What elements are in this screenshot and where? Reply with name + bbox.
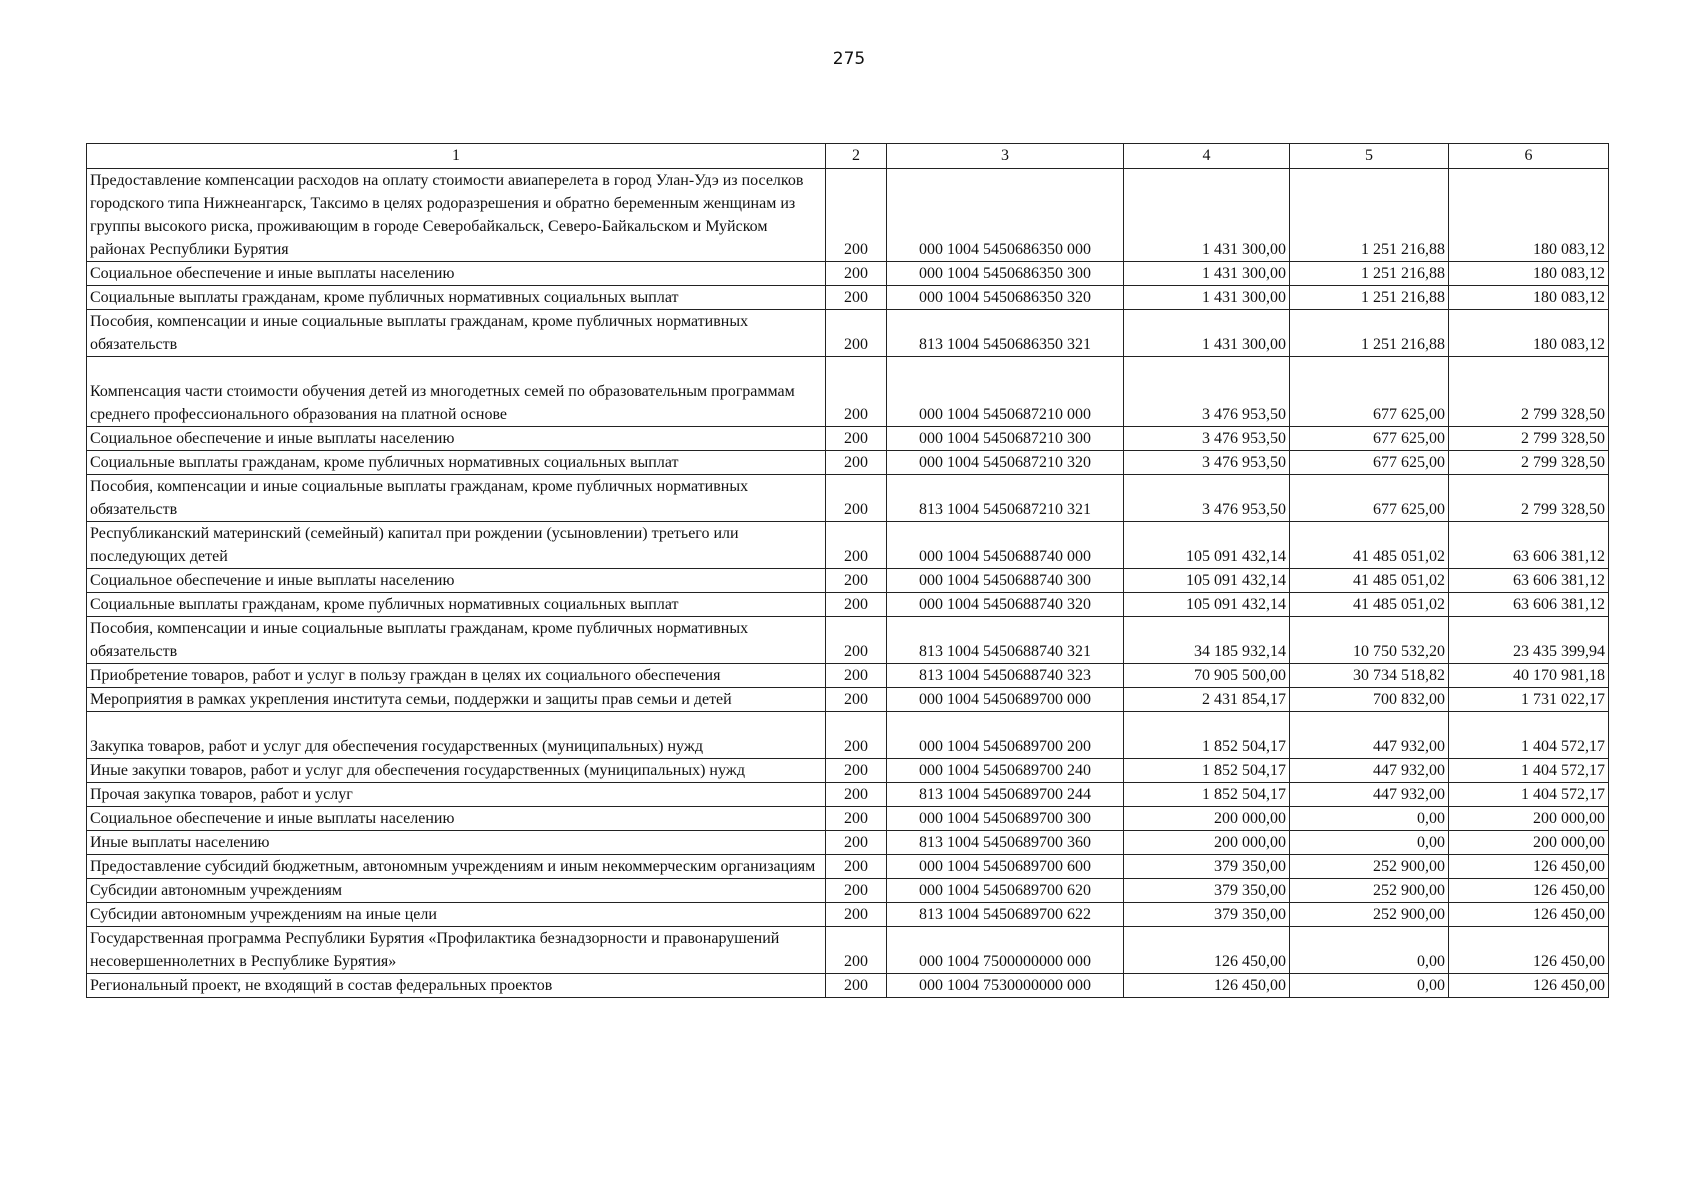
row-col2-cell: 200 [826, 831, 887, 855]
row-name-cell: Приобретение товаров, работ и услуг в пользу граждан в целях их социального обеспечения [87, 664, 826, 688]
row-col6-value: 63 606 381,12 [1449, 522, 1609, 569]
row-col5-value: 447 932,00 [1290, 783, 1449, 807]
row-col6-value: 2 799 328,50 [1449, 451, 1609, 475]
table-row [87, 664, 1609, 688]
row-col6-value: 40 170 981,18 [1449, 664, 1609, 688]
row-col2-cell: 200 [826, 688, 887, 712]
row-code-cell: 813 1004 5450687210 321 [887, 475, 1124, 522]
row-col6-value: 63 606 381,12 [1449, 593, 1609, 617]
row-name-cell: Государственная программа Республики Бурятия «Профилактика безнадзорности и правонарушений несовершеннолетних в Республике Бурятия» [87, 927, 826, 974]
row-col6-value: 1 731 022,17 [1449, 688, 1609, 712]
row-col4-value: 1 431 300,00 [1124, 169, 1290, 262]
row-code-cell: 000 1004 5450689700 200 [887, 712, 1124, 759]
row-col2-cell: 200 [826, 807, 887, 831]
row-name-cell: Компенсация части стоимости обучения детей из многодетных семей по образовательным программам среднего профессионального образования на платной основе [87, 357, 826, 427]
row-name-cell: Социальное обеспечение и иные выплаты населению [87, 807, 826, 831]
row-code-cell: 000 1004 5450689700 600 [887, 855, 1124, 879]
row-col6-value: 126 450,00 [1449, 855, 1609, 879]
row-code-cell: 000 1004 5450686350 000 [887, 169, 1124, 262]
row-col4-value: 1 431 300,00 [1124, 310, 1290, 357]
row-col4-value: 105 091 432,14 [1124, 569, 1290, 593]
row-name-cell: Пособия, компенсации и иные социальные выплаты гражданам, кроме публичных нормативных обязательств [87, 310, 826, 357]
row-col5-value: 677 625,00 [1290, 475, 1449, 522]
row-col5-value: 447 932,00 [1290, 712, 1449, 759]
row-col2-cell: 200 [826, 783, 887, 807]
row-name-cell: Предоставление субсидий бюджетным, автономным учреждениям и иным некоммерческим организациям [87, 855, 826, 879]
row-col5-value: 0,00 [1290, 807, 1449, 831]
row-col6-value: 1 404 572,17 [1449, 783, 1609, 807]
row-col2-cell: 200 [826, 357, 887, 427]
row-col6-value: 2 799 328,50 [1449, 427, 1609, 451]
row-col2-cell: 200 [826, 974, 887, 998]
row-col2-cell: 200 [826, 451, 887, 475]
row-col4-value: 2 431 854,17 [1124, 688, 1290, 712]
row-code-cell: 000 1004 7500000000 000 [887, 927, 1124, 974]
row-col5-value: 677 625,00 [1290, 427, 1449, 451]
row-col2-cell: 200 [826, 855, 887, 879]
table-row [87, 262, 1609, 286]
row-col5-value: 700 832,00 [1290, 688, 1449, 712]
row-code-cell: 813 1004 5450688740 321 [887, 617, 1124, 664]
row-name-cell: Пособия, компенсации и иные социальные выплаты гражданам, кроме публичных нормативных обязательств [87, 617, 826, 664]
row-col4-value: 379 350,00 [1124, 879, 1290, 903]
row-col4-value: 3 476 953,50 [1124, 357, 1290, 427]
table-row [87, 855, 1609, 879]
row-col6-value: 126 450,00 [1449, 927, 1609, 974]
row-name-cell: Субсидии автономным учреждениям [87, 879, 826, 903]
row-col6-value: 126 450,00 [1449, 903, 1609, 927]
table-row [87, 522, 1609, 569]
table-row [87, 451, 1609, 475]
row-col4-value: 70 905 500,00 [1124, 664, 1290, 688]
row-code-cell: 813 1004 5450686350 321 [887, 310, 1124, 357]
row-code-cell: 000 1004 5450687210 000 [887, 357, 1124, 427]
column-header-6: 6 [1449, 144, 1609, 169]
table-row [87, 169, 1609, 262]
row-col4-value: 1 431 300,00 [1124, 262, 1290, 286]
table-row [87, 593, 1609, 617]
table-row [87, 879, 1609, 903]
row-name-cell: Закупка товаров, работ и услуг для обеспечения государственных (муниципальных) нужд [87, 712, 826, 759]
row-name-cell: Социальное обеспечение и иные выплаты населению [87, 427, 826, 451]
row-col6-value: 180 083,12 [1449, 286, 1609, 310]
row-col2-cell: 200 [826, 427, 887, 451]
row-col6-value: 126 450,00 [1449, 974, 1609, 998]
table-row [87, 974, 1609, 998]
row-col5-value: 677 625,00 [1290, 357, 1449, 427]
row-name-cell: Социальные выплаты гражданам, кроме публичных нормативных социальных выплат [87, 286, 826, 310]
row-col5-value: 1 251 216,88 [1290, 286, 1449, 310]
row-col2-cell: 200 [826, 879, 887, 903]
row-name-cell: Социальные выплаты гражданам, кроме публичных нормативных социальных выплат [87, 451, 826, 475]
row-col2-cell: 200 [826, 169, 887, 262]
row-col4-value: 3 476 953,50 [1124, 427, 1290, 451]
row-col4-value: 3 476 953,50 [1124, 451, 1290, 475]
row-code-cell: 813 1004 5450688740 323 [887, 664, 1124, 688]
table-row [87, 427, 1609, 451]
row-code-cell: 000 1004 5450686350 320 [887, 286, 1124, 310]
column-header-3: 3 [887, 144, 1124, 169]
row-name-cell: Социальное обеспечение и иные выплаты населению [87, 262, 826, 286]
row-col5-value: 0,00 [1290, 974, 1449, 998]
row-col6-value: 180 083,12 [1449, 262, 1609, 286]
row-col6-value: 1 404 572,17 [1449, 712, 1609, 759]
row-code-cell: 813 1004 5450689700 622 [887, 903, 1124, 927]
row-col4-value: 1 852 504,17 [1124, 783, 1290, 807]
row-name-cell: Прочая закупка товаров, работ и услуг [87, 783, 826, 807]
row-col5-value: 252 900,00 [1290, 855, 1449, 879]
row-col4-value: 126 450,00 [1124, 927, 1290, 974]
row-col5-value: 0,00 [1290, 831, 1449, 855]
table-row [87, 927, 1609, 974]
row-col4-value: 105 091 432,14 [1124, 522, 1290, 569]
row-name-cell: Социальные выплаты гражданам, кроме публичных нормативных социальных выплат [87, 593, 826, 617]
row-col4-value: 105 091 432,14 [1124, 593, 1290, 617]
row-code-cell: 000 1004 5450689700 240 [887, 759, 1124, 783]
row-col6-value: 180 083,12 [1449, 310, 1609, 357]
table-row [87, 475, 1609, 522]
table-row [87, 807, 1609, 831]
table-row [87, 712, 1609, 759]
row-col6-value: 2 799 328,50 [1449, 357, 1609, 427]
row-name-cell: Субсидии автономным учреждениям на иные цели [87, 903, 826, 927]
row-col6-value: 126 450,00 [1449, 879, 1609, 903]
row-name-cell: Пособия, компенсации и иные социальные выплаты гражданам, кроме публичных нормативных обязательств [87, 475, 826, 522]
row-col2-cell: 200 [826, 593, 887, 617]
row-col4-value: 1 852 504,17 [1124, 759, 1290, 783]
table-row [87, 617, 1609, 664]
column-header-4: 4 [1124, 144, 1290, 169]
row-col6-value: 200 000,00 [1449, 807, 1609, 831]
row-col5-value: 252 900,00 [1290, 879, 1449, 903]
row-name-cell: Иные выплаты населению [87, 831, 826, 855]
row-col4-value: 126 450,00 [1124, 974, 1290, 998]
table-header-row [87, 144, 1609, 169]
row-col4-value: 200 000,00 [1124, 831, 1290, 855]
row-col5-value: 0,00 [1290, 927, 1449, 974]
row-name-cell: Предоставление компенсации расходов на оплату стоимости авиаперелета в город Улан-Удэ из поселков городского типа Нижнеангарск, Таксимо в целях родоразрешения и обратно беременным женщинам из группы высокого риска, проживающим в городе Северобайкальск, Северо-Байкальском и Муйском районах Республики Бурятия [87, 169, 826, 262]
row-col4-value: 1 431 300,00 [1124, 286, 1290, 310]
table-row [87, 903, 1609, 927]
row-code-cell: 813 1004 5450689700 244 [887, 783, 1124, 807]
row-col2-cell: 200 [826, 569, 887, 593]
row-code-cell: 000 1004 5450688740 000 [887, 522, 1124, 569]
table-row [87, 688, 1609, 712]
row-col5-value: 30 734 518,82 [1290, 664, 1449, 688]
budget-table [86, 143, 1609, 998]
table-row [87, 759, 1609, 783]
row-code-cell: 813 1004 5450689700 360 [887, 831, 1124, 855]
row-col6-value: 200 000,00 [1449, 831, 1609, 855]
row-col6-value: 2 799 328,50 [1449, 475, 1609, 522]
row-col2-cell: 200 [826, 310, 887, 357]
row-code-cell: 000 1004 5450688740 320 [887, 593, 1124, 617]
page-number: 275 [832, 49, 866, 69]
row-col2-cell: 200 [826, 522, 887, 569]
row-col4-value: 1 852 504,17 [1124, 712, 1290, 759]
row-name-cell: Иные закупки товаров, работ и услуг для обеспечения государственных (муниципальных) нужд [87, 759, 826, 783]
row-col5-value: 677 625,00 [1290, 451, 1449, 475]
row-col2-cell: 200 [826, 712, 887, 759]
row-col2-cell: 200 [826, 903, 887, 927]
row-col5-value: 41 485 051,02 [1290, 593, 1449, 617]
row-col4-value: 34 185 932,14 [1124, 617, 1290, 664]
row-code-cell: 000 1004 5450689700 000 [887, 688, 1124, 712]
row-col5-value: 1 251 216,88 [1290, 169, 1449, 262]
row-col6-value: 1 404 572,17 [1449, 759, 1609, 783]
row-col4-value: 379 350,00 [1124, 903, 1290, 927]
row-col2-cell: 200 [826, 286, 887, 310]
row-col6-value: 23 435 399,94 [1449, 617, 1609, 664]
row-name-cell: Социальное обеспечение и иные выплаты населению [87, 569, 826, 593]
row-col5-value: 41 485 051,02 [1290, 569, 1449, 593]
row-col4-value: 379 350,00 [1124, 855, 1290, 879]
row-code-cell: 000 1004 5450689700 620 [887, 879, 1124, 903]
row-code-cell: 000 1004 5450686350 300 [887, 262, 1124, 286]
row-code-cell: 000 1004 5450689700 300 [887, 807, 1124, 831]
row-col2-cell: 200 [826, 927, 887, 974]
row-col2-cell: 200 [826, 262, 887, 286]
row-code-cell: 000 1004 5450688740 300 [887, 569, 1124, 593]
table-row [87, 569, 1609, 593]
row-col2-cell: 200 [826, 617, 887, 664]
column-header-2: 2 [826, 144, 887, 169]
row-col5-value: 41 485 051,02 [1290, 522, 1449, 569]
table-row [87, 310, 1609, 357]
row-code-cell: 000 1004 5450687210 300 [887, 427, 1124, 451]
row-col5-value: 1 251 216,88 [1290, 262, 1449, 286]
row-col5-value: 1 251 216,88 [1290, 310, 1449, 357]
table-row [87, 783, 1609, 807]
row-col4-value: 200 000,00 [1124, 807, 1290, 831]
row-name-cell: Региональный проект, не входящий в состав федеральных проектов [87, 974, 826, 998]
row-col5-value: 447 932,00 [1290, 759, 1449, 783]
row-name-cell: Республиканский материнский (семейный) капитал при рождении (усыновлении) третьего или последующих детей [87, 522, 826, 569]
row-col4-value: 3 476 953,50 [1124, 475, 1290, 522]
row-col6-value: 63 606 381,12 [1449, 569, 1609, 593]
row-name-cell: Мероприятия в рамках укрепления института семьи, поддержки и защиты прав семьи и детей [87, 688, 826, 712]
row-col2-cell: 200 [826, 664, 887, 688]
row-code-cell: 000 1004 7530000000 000 [887, 974, 1124, 998]
table-row [87, 286, 1609, 310]
table-row [87, 357, 1609, 427]
column-header-1: 1 [87, 144, 826, 169]
row-col5-value: 252 900,00 [1290, 903, 1449, 927]
column-header-5: 5 [1290, 144, 1449, 169]
row-col2-cell: 200 [826, 759, 887, 783]
row-code-cell: 000 1004 5450687210 320 [887, 451, 1124, 475]
row-col2-cell: 200 [826, 475, 887, 522]
row-col5-value: 10 750 532,20 [1290, 617, 1449, 664]
table-row [87, 831, 1609, 855]
row-col6-value: 180 083,12 [1449, 169, 1609, 262]
